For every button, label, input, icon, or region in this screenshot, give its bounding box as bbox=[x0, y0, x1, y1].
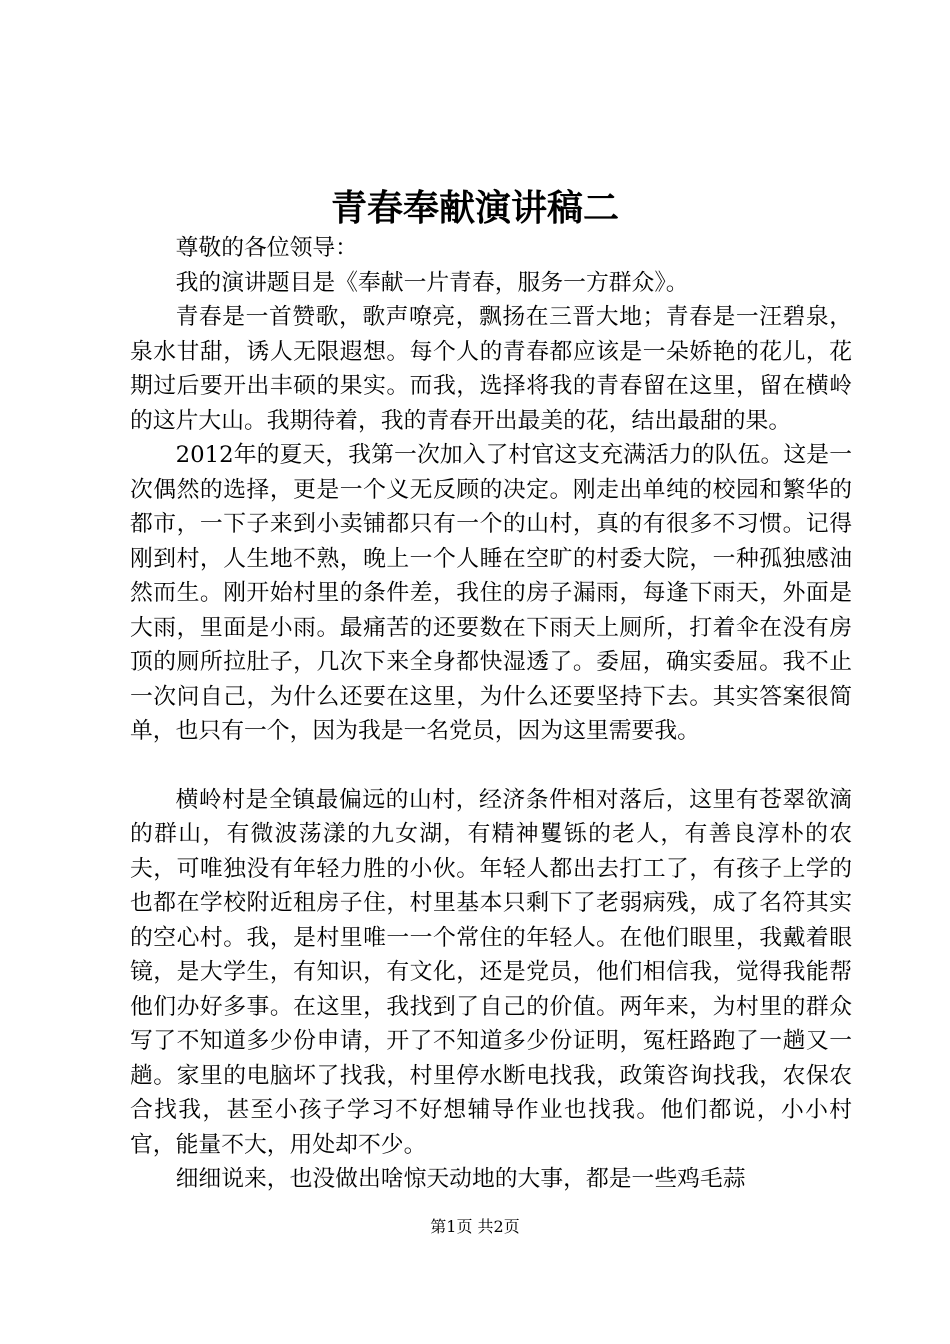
document-body bbox=[130, 231, 852, 1197]
paragraph-youth: 青春是一首赞歌，歌声嘹亮，飘扬在三晋大地；青春是一汪碧泉，泉水甘甜，诱人无限遐想。每个人的青春都应该是一朵娇艳的花儿，花期过后要开出丰硕的果实。而我，选择将我的青春留在这里，留在横岭的这片大山。我期待着，我的青春开出最美的花，结出最甜的果。 bbox=[130, 304, 852, 434]
paragraph-2012-summer: 2012年的夏天，我第一次加入了村官这支充满活力的队伍。这是一次偶然的选择，更是一个义无反顾的决定。刚走出单纯的校园和繁华的都市，一下子来到小卖铺都只有一个的山村，真的有很多不习惯。记得刚到村，人生地不熟，晚上一个人睡在空旷的村委大院，一种孤独感油然而生。刚开始村里的条件差，我住的房子漏雨，每逢下雨天，外面是大雨，里面是小雨。最痛苦的还要数在下雨天上厕所，打着伞在没有房顶的厕所拉肚子，几次下来全身都快湿透了。委屈，确实委屈。我不止一次问自己，为什么还要在这里，为什么还要坚持下去。其实答案很简单，也只有一个，因为我是一名党员，因为这里需要我。 bbox=[130, 442, 852, 744]
paragraph-hengling-village: 横岭村是全镇最偏远的山村，经济条件相对落后，这里有苍翠欲滴的群山，有微波荡漾的九女湖，有精神矍铄的老人，有善良淳朴的农夫，可唯独没有年轻力胜的小伙。年轻人都出去打工了，有孩子上学的也都在学校附近租房子住，村里基本只剩下了老弱病残，成了名符其实的空心村。我，是村里唯一一个常住的年轻人。在他们眼里，我戴着眼镜，是大学生，有知识，有文化，还是党员，他们相信我，觉得我能帮他们办好多事。在这里，我找到了自己的价值。两年来，为村里的群众写了不知道多少份申请，开了不知道多少份证明，冤枉路跑了一趟又一趟。家里的电脑坏了找我，村里停水断电找我，政策咨询找我，农保农合找我，甚至小孩子学习不好想辅导作业也找我。他们都说，小小村官，能量不大，用处却不少。 bbox=[130, 786, 852, 1158]
page-footer: 第1页 共2页 bbox=[430, 1217, 520, 1236]
paragraph-details: 细细说来，也没做出啥惊天动地的大事，都是一些鸡毛蒜 bbox=[175, 1166, 746, 1192]
paragraph-salutation: 尊敬的各位领导： bbox=[175, 235, 358, 261]
paragraph-topic: 我的演讲题目是《奉献一片青春，服务一方群众》。 bbox=[175, 269, 689, 296]
document-title: 青春奉献演讲稿二 bbox=[330, 187, 619, 229]
